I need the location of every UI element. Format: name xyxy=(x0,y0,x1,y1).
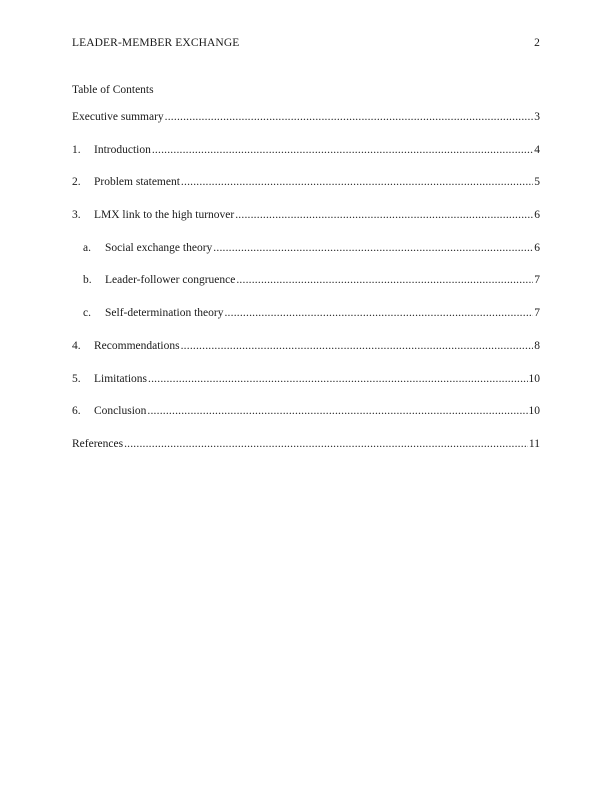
running-head: LEADER-MEMBER EXCHANGE xyxy=(72,37,240,49)
toc-entry-executive-summary[interactable] xyxy=(72,111,540,144)
dot-leader xyxy=(152,144,533,156)
toc-entry-lmx-link[interactable] xyxy=(72,209,540,242)
dot-leader xyxy=(235,209,533,221)
toc-entry-number: 3. xyxy=(72,209,81,222)
toc-entry-label: Problem statement xyxy=(94,176,180,189)
toc-entry-social-exchange-theory[interactable] xyxy=(72,242,540,275)
toc-entry-label: Introduction xyxy=(94,143,151,156)
toc-title: Table of Contents xyxy=(72,84,154,96)
toc-entry-page: 5 xyxy=(534,176,540,189)
toc-entry-label: LMX link to the high turnover xyxy=(94,209,235,222)
toc-entry-label: Social exchange theory xyxy=(105,241,213,254)
dot-leader xyxy=(224,307,533,319)
toc-entry-label: Leader-follower congruence xyxy=(105,274,236,287)
toc-entry-references[interactable] xyxy=(72,438,540,471)
toc-entry-number: 6. xyxy=(72,405,81,418)
toc-entry-label: Limitations xyxy=(94,372,148,385)
dot-leader xyxy=(181,340,534,352)
toc-entry-number: 1. xyxy=(72,143,81,156)
toc-entry-number: b. xyxy=(83,274,92,287)
toc-entry-leader-follower-congruence[interactable] xyxy=(72,274,540,307)
toc-entry-number: 2. xyxy=(72,176,81,189)
toc-entry-number: 5. xyxy=(72,372,81,385)
dot-leader xyxy=(148,373,527,385)
toc-entry-label: Self-determination theory xyxy=(105,307,224,320)
toc-entry-self-determination-theory[interactable] xyxy=(72,307,540,340)
dot-leader xyxy=(147,405,527,417)
page-number: 2 xyxy=(534,37,540,49)
toc-entry-number: a. xyxy=(83,241,91,254)
toc-entry-page: 3 xyxy=(534,111,540,123)
dot-leader xyxy=(213,242,533,254)
dot-leader xyxy=(181,176,533,188)
toc-entry-label: References xyxy=(72,437,124,450)
toc-entry-limitations[interactable] xyxy=(72,373,540,406)
table-of-contents xyxy=(72,111,540,471)
toc-entry-number: 4. xyxy=(72,339,81,352)
toc-entry-page: 8 xyxy=(534,339,540,352)
toc-entry-page: 7 xyxy=(534,274,540,287)
dot-leader xyxy=(124,438,528,450)
toc-entry-page: 10 xyxy=(528,372,540,385)
toc-entry-introduction[interactable] xyxy=(72,144,540,177)
toc-entry-page: 4 xyxy=(534,143,540,156)
toc-entry-page: 10 xyxy=(528,405,540,418)
toc-entry-problem-statement[interactable] xyxy=(72,176,540,209)
toc-entry-page: 11 xyxy=(528,437,540,450)
toc-entry-label: Conclusion xyxy=(94,405,147,418)
toc-entry-label: Recommendations xyxy=(94,339,180,352)
toc-entry-page: 6 xyxy=(534,209,540,222)
toc-entry-page: 6 xyxy=(534,241,540,254)
toc-entry-recommendations[interactable] xyxy=(72,340,540,373)
toc-entry-page: 7 xyxy=(534,307,540,320)
toc-entry-number: c. xyxy=(83,307,91,320)
dot-leader xyxy=(236,274,533,286)
toc-entry-label: Executive summary xyxy=(72,111,164,123)
page-header xyxy=(72,37,540,49)
dot-leader xyxy=(165,111,534,123)
toc-entry-conclusion[interactable] xyxy=(72,405,540,438)
